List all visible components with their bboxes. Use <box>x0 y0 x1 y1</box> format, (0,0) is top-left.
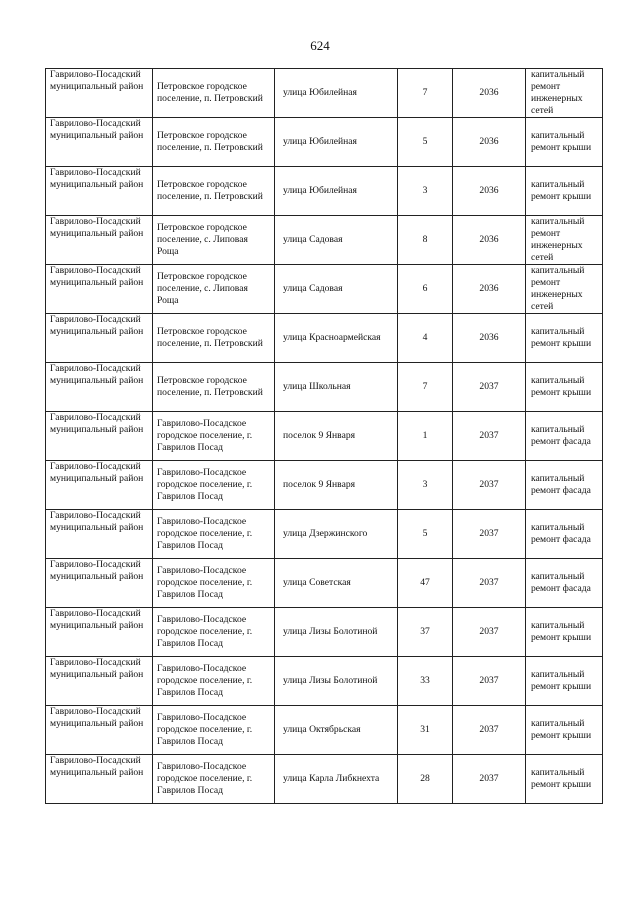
work-type-cell: капитальный ремонт крыши <box>526 657 603 706</box>
house-number-cell: 4 <box>398 314 453 363</box>
table-row <box>46 755 603 804</box>
work-type-cell: капитальный ремонт крыши <box>526 755 603 804</box>
work-type-cell: капитальный ремонт крыши <box>526 706 603 755</box>
settlement-cell: Гаврилово-Посадское городское поселение, г. Гаврилов Посад <box>153 657 275 706</box>
house-number-cell: 33 <box>398 657 453 706</box>
work-type-cell: капитальный ремонт инженерных сетей <box>526 265 603 314</box>
table-row <box>46 118 603 167</box>
street-cell: улица Юбилейная <box>275 69 398 118</box>
street-cell: улица Юбилейная <box>275 118 398 167</box>
work-type-cell: капитальный ремонт крыши <box>526 167 603 216</box>
house-number-cell: 3 <box>398 461 453 510</box>
house-number-cell: 7 <box>398 69 453 118</box>
year-cell: 2037 <box>453 461 526 510</box>
table-row <box>46 706 603 755</box>
house-number-cell: 3 <box>398 167 453 216</box>
table-row <box>46 265 603 314</box>
year-cell: 2036 <box>453 167 526 216</box>
year-cell: 2037 <box>453 363 526 412</box>
year-cell: 2036 <box>453 314 526 363</box>
district-cell: Гаврилово-Посадский муниципальный район <box>46 657 153 706</box>
street-cell: улица Лизы Болотиной <box>275 657 398 706</box>
settlement-cell: Петровское городское поселение, п. Петровский <box>153 118 275 167</box>
table-row <box>46 167 603 216</box>
house-number-cell: 31 <box>398 706 453 755</box>
district-cell: Гаврилово-Посадский муниципальный район <box>46 69 153 118</box>
district-cell: Гаврилово-Посадский муниципальный район <box>46 363 153 412</box>
district-cell: Гаврилово-Посадский муниципальный район <box>46 755 153 804</box>
settlement-cell: Петровское городское поселение, с. Липовая Роща <box>153 265 275 314</box>
street-cell: улица Садовая <box>275 265 398 314</box>
work-type-cell: капитальный ремонт крыши <box>526 314 603 363</box>
district-cell: Гаврилово-Посадский муниципальный район <box>46 216 153 265</box>
table-body <box>46 69 603 804</box>
table-row <box>46 216 603 265</box>
settlement-cell: Гаврилово-Посадское городское поселение, г. Гаврилов Посад <box>153 706 275 755</box>
house-number-cell: 8 <box>398 216 453 265</box>
housing-repair-table <box>45 68 603 804</box>
street-cell: улица Красноармейская <box>275 314 398 363</box>
settlement-cell: Гаврилово-Посадское городское поселение, г. Гаврилов Посад <box>153 412 275 461</box>
settlement-cell: Гаврилово-Посадское городское поселение, г. Гаврилов Посад <box>153 510 275 559</box>
work-type-cell: капитальный ремонт фасада <box>526 559 603 608</box>
work-type-cell: капитальный ремонт крыши <box>526 118 603 167</box>
year-cell: 2037 <box>453 755 526 804</box>
table-row <box>46 314 603 363</box>
street-cell: улица Карла Либкнехта <box>275 755 398 804</box>
settlement-cell: Гаврилово-Посадское городское поселение, г. Гаврилов Посад <box>153 608 275 657</box>
street-cell: поселок 9 Января <box>275 461 398 510</box>
settlement-cell: Петровское городское поселение, п. Петровский <box>153 69 275 118</box>
settlement-cell: Петровское городское поселение, п. Петровский <box>153 167 275 216</box>
district-cell: Гаврилово-Посадский муниципальный район <box>46 167 153 216</box>
district-cell: Гаврилово-Посадский муниципальный район <box>46 608 153 657</box>
page-number: 624 <box>310 38 330 53</box>
street-cell: улица Юбилейная <box>275 167 398 216</box>
house-number-cell: 6 <box>398 265 453 314</box>
house-number-cell: 1 <box>398 412 453 461</box>
table-row <box>46 412 603 461</box>
district-cell: Гаврилово-Посадский муниципальный район <box>46 559 153 608</box>
street-cell: улица Садовая <box>275 216 398 265</box>
year-cell: 2036 <box>453 216 526 265</box>
house-number-cell: 28 <box>398 755 453 804</box>
year-cell: 2036 <box>453 265 526 314</box>
table-row <box>46 608 603 657</box>
table-row <box>46 657 603 706</box>
street-cell: улица Советская <box>275 559 398 608</box>
settlement-cell: Гаврилово-Посадское городское поселение, г. Гаврилов Посад <box>153 461 275 510</box>
district-cell: Гаврилово-Посадский муниципальный район <box>46 265 153 314</box>
district-cell: Гаврилово-Посадский муниципальный район <box>46 118 153 167</box>
year-cell: 2036 <box>453 69 526 118</box>
district-cell: Гаврилово-Посадский муниципальный район <box>46 510 153 559</box>
table-row <box>46 69 603 118</box>
settlement-cell: Гаврилово-Посадское городское поселение, г. Гаврилов Посад <box>153 559 275 608</box>
work-type-cell: капитальный ремонт фасада <box>526 412 603 461</box>
district-cell: Гаврилово-Посадский муниципальный район <box>46 706 153 755</box>
settlement-cell: Петровское городское поселение, п. Петровский <box>153 363 275 412</box>
year-cell: 2036 <box>453 118 526 167</box>
district-cell: Гаврилово-Посадский муниципальный район <box>46 412 153 461</box>
year-cell: 2037 <box>453 412 526 461</box>
year-cell: 2037 <box>453 608 526 657</box>
house-number-cell: 7 <box>398 363 453 412</box>
work-type-cell: капитальный ремонт крыши <box>526 608 603 657</box>
street-cell: улица Дзержинского <box>275 510 398 559</box>
house-number-cell: 5 <box>398 510 453 559</box>
year-cell: 2037 <box>453 706 526 755</box>
house-number-cell: 37 <box>398 608 453 657</box>
settlement-cell: Петровское городское поселение, п. Петровский <box>153 314 275 363</box>
district-cell: Гаврилово-Посадский муниципальный район <box>46 314 153 363</box>
year-cell: 2037 <box>453 510 526 559</box>
year-cell: 2037 <box>453 559 526 608</box>
house-number-cell: 5 <box>398 118 453 167</box>
work-type-cell: капитальный ремонт крыши <box>526 363 603 412</box>
house-number-cell: 47 <box>398 559 453 608</box>
work-type-cell: капитальный ремонт фасада <box>526 510 603 559</box>
settlement-cell: Гаврилово-Посадское городское поселение, г. Гаврилов Посад <box>153 755 275 804</box>
work-type-cell: капитальный ремонт инженерных сетей <box>526 69 603 118</box>
street-cell: улица Лизы Болотиной <box>275 608 398 657</box>
settlement-cell: Петровское городское поселение, с. Липовая Роща <box>153 216 275 265</box>
work-type-cell: капитальный ремонт инженерных сетей <box>526 216 603 265</box>
table-row <box>46 559 603 608</box>
table-row <box>46 363 603 412</box>
table-row <box>46 461 603 510</box>
year-cell: 2037 <box>453 657 526 706</box>
street-cell: поселок 9 Января <box>275 412 398 461</box>
street-cell: улица Октябрьская <box>275 706 398 755</box>
table-row <box>46 510 603 559</box>
street-cell: улица Школьная <box>275 363 398 412</box>
work-type-cell: капитальный ремонт фасада <box>526 461 603 510</box>
district-cell: Гаврилово-Посадский муниципальный район <box>46 461 153 510</box>
